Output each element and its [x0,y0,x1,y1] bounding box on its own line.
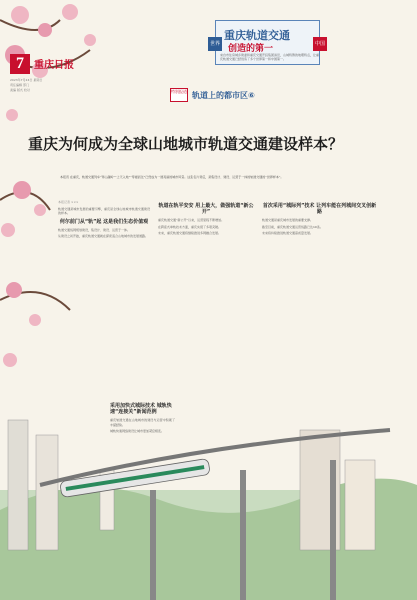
promo-subtitle: 创造的第一 [228,44,274,54]
subhead-col2: 轨道在轨平安安 用上最大，做强轨道“新公开” [158,203,254,215]
promo-tag-china: 中国 [313,37,327,51]
promo-title: 重庆轨道交通 [224,29,290,42]
article-column-3: 首次采用“城际列”技术 让列车能在列城间交叉创新路 轨道交通是重庆城市发展的重要支撑。 截至目前，重庆轨道交通运营线路已达10条。 未来将持续推进轨道交通高质量发展。 [262,203,377,236]
paper-name: 重庆日报 [34,60,74,71]
article-column-1: 本报记者 ××× 轨道交通是城市发展的重要引擎，重庆是全球山地城市轨道交通建设的样本。 何尔前门从“轨”起 这是我们生态价值观 轨道交通线网规划建设，集设计、建设、运营于一体。 从建设之初开始，重庆轨道交通就在探索适合山地城市的发展道路。 [58,200,150,239]
subject-bar [150,78,320,102]
promo-text: 来自市住房城乡建委和重庆交通开投集团消息，山城特殊的地理特点，让重庆轨道交通已经创造了多个世界第一和中国第一。 [220,53,320,61]
masthead [10,54,150,114]
issue-meta: 2023年7月24日 星期日 责任编辑 部门 美编 版式 校对 [10,78,43,92]
promo-tag-world: 世界 [208,37,222,51]
byline: 本报记者 ××× [58,200,79,204]
subhead-col3: 首次采用“城际列”技术 让列车能在列城间交叉创新路 [262,203,377,215]
page-number: 7 [10,54,30,74]
headline: 重庆为何成为全球山地城市轨道交通建设样本？ [28,135,344,153]
lead-paragraph: 本报讯 在重庆，轨道交通列车“穿山越岭”“上天入地”“穿楼而过”已然成为一道亮丽的城市风景。这张名片背后，是集设计、建设、运营于一体的轨道交通的“世界样本”。 [60,175,284,179]
subhead-col1: 何尔前门从“轨”起 这是我们生态价值观 [59,218,149,225]
monorail-illustration [0,390,417,600]
caption-box: 采用加快式城际技术 城轨快速“连接关”新闻范例 重庆轨道交通在山地城市的建设与运营中积累了丰富经验。 城轨快速网络建设让城市更加紧密相连。 [110,403,175,434]
subhead-caption: 采用加快式城际技术 城轨快速“连接关”新闻范例 [110,403,172,415]
subject-badge: 特别报道 [170,88,188,102]
subject-title: 轨道上的都市区⑥ [192,91,255,100]
article-column-2: 轨道在轨平安安 用上最大，做强轨道“新公开” 重庆轨道交通“新公开”以来，运营里程不断增加。 在跨座式单轨技术方面，重庆实现了多项突破。 未来，重庆轨道交通将继续推进多网融合发展。 [158,203,254,236]
promo-box [209,20,325,65]
